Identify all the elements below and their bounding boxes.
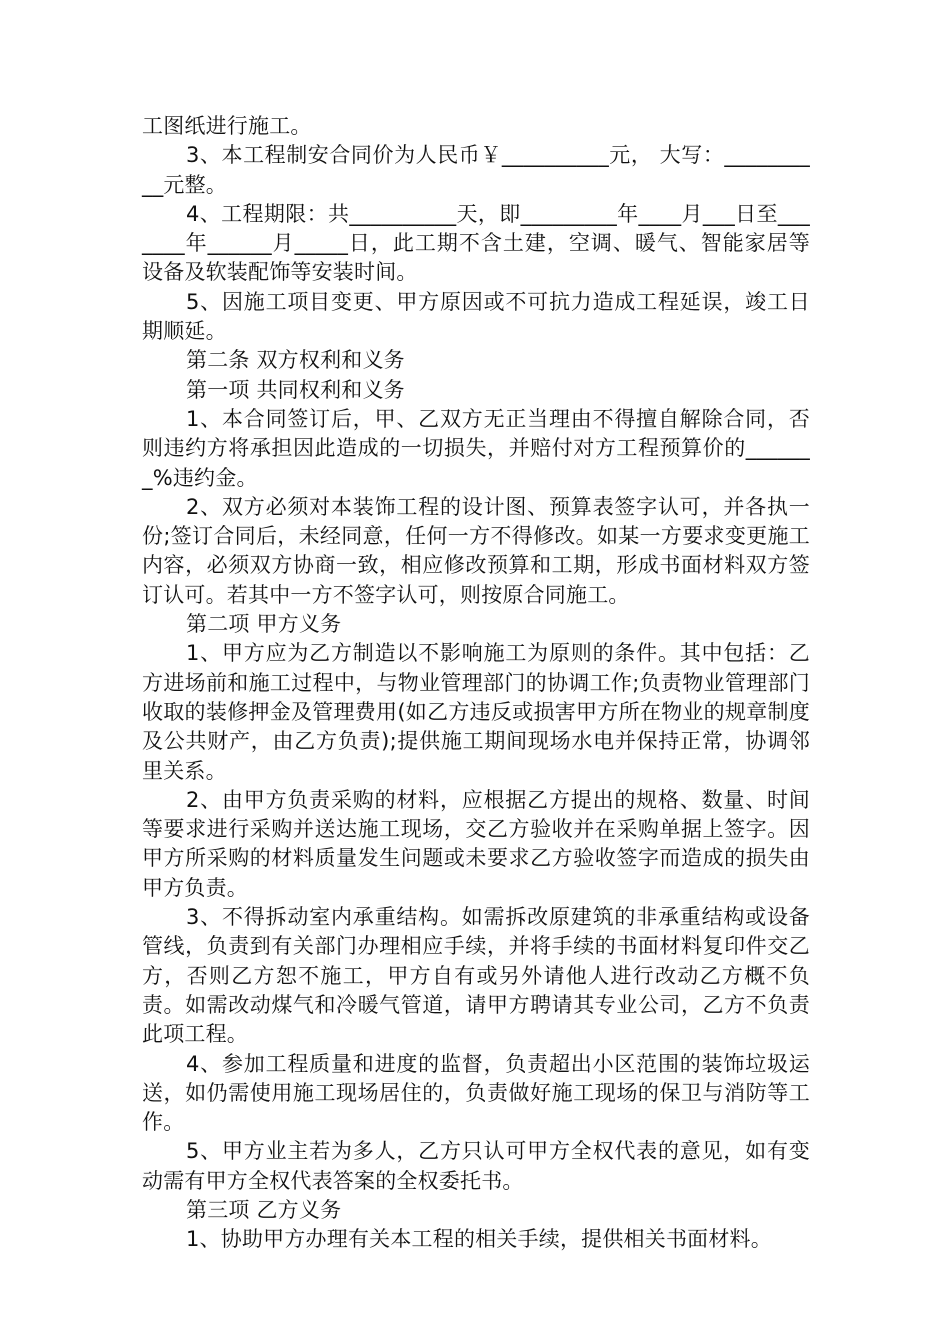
clause-party-a-structure: 3、不得拆动室内承重结构。如需拆改原建筑的非承重结构或设备管线，负责到有关部门办理相应手续，并将手续的书面材料复印件交乙方，否则乙方恕不施工，甲方自有或另外请他人进行改动乙方概不负责。如需改动煤气和冷暖气管道，请甲方聘请其专业公司，乙方不负责此项工程。 [142,905,810,1047]
section-heading-common: 第一项 共同权利和义务 [186,377,405,402]
clause-party-b-assist: 1、协助甲方办理有关本工程的相关手续，提供相关书面材料。 [186,1227,772,1252]
clause-party-a-materials: 2、由甲方负责采购的材料，应根据乙方提出的规格、数量、时间等要求进行采购并送达施工现场，交乙方验收并在采购单据上签字。因甲方所采购的材料质量发生问题或未要求乙方验收签字而造成的损失由甲方负责。 [142,787,810,900]
clause-party-a-conditions: 1、甲方应为乙方制造以不影响施工为原则的条件。其中包括：乙方进场前和施工过程中，与物业管理部门的协调工作;负责物业管理部门收取的装修押金及管理费用(如乙方违反或损害甲方所在物业的规章制度及公共财产，由乙方负责);提供施工期间现场水电并保持正常，协调邻里关系。 [142,641,810,783]
article-heading-rights-obligations: 第二条 双方权利和义务 [186,348,405,373]
section-heading-party-b: 第三项 乙方义务 [186,1197,342,1222]
paragraph-continuation: 工图纸进行施工。 [142,114,312,138]
clause-party-a-representative: 5、甲方业主若为多人，乙方只认可甲方全权代表的意见，如有变动需有甲方全权代表答案的全权委托书。 [142,1139,810,1193]
clause-construction-period: 4、工程期限：共__________天，即_________年____月___日至_______年______月_____日，此工期不含土建，空调、暖气、智能家居等设备及软装配饰等安装时间。 [142,201,810,285]
clause-design-approval: 2、双方必须对本装饰工程的设计图、预算表签字认可，并各执一份;签订合同后，未经同意，任何一方不得修改。如某一方要求变更施工内容，必须双方协商一致，相应修改预算和工期，形成书面材料双方签订认可。若其中一方不签字认可，则按原合同施工。 [142,494,810,607]
clause-contract-price: 3、本工程制安合同价为人民币￥__________元， 大写：__________元整。 [142,143,810,197]
clause-delay-extension: 5、因施工项目变更、甲方原因或不可抗力造成工程延误，竣工日期顺延。 [142,289,810,344]
clause-party-a-supervision: 4、参加工程质量和进度的监督，负责超出小区范围的装饰垃圾运送，如仍需使用施工现场居住的，负责做好施工现场的保卫与消防等工作。 [142,1051,810,1135]
document-body [142,112,810,1255]
section-heading-party-a: 第二项 甲方义务 [186,612,342,637]
clause-termination-penalty: 1、本合同签订后，甲、乙双方无正当理由不得擅自解除合同，否则违约方将承担因此造成的一切损失，并赔付对方工程预算价的_______%违约金。 [142,406,810,490]
